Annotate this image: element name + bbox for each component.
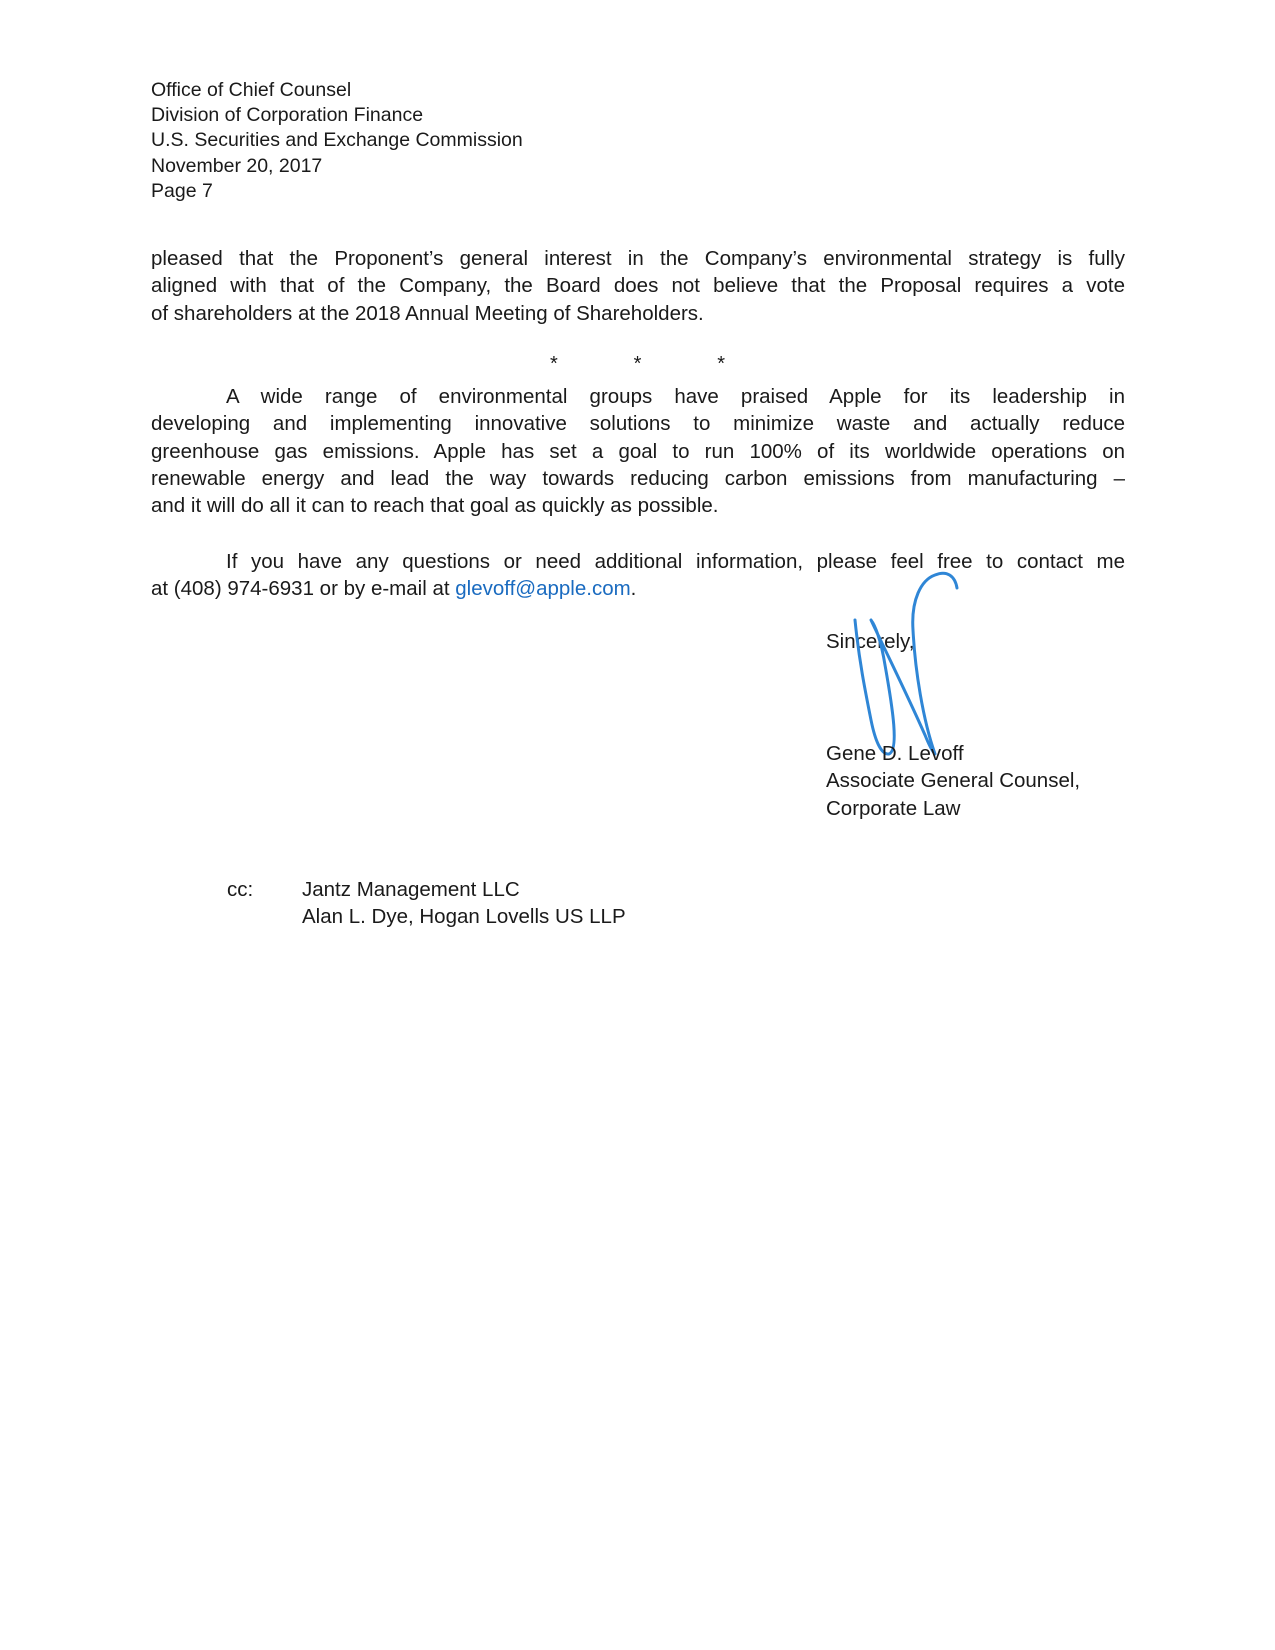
separator-star: *	[550, 353, 558, 375]
signer-title: Associate General Counsel,	[826, 769, 1081, 793]
email-link[interactable]: glevoff@apple.com	[455, 577, 631, 601]
paragraph-line: aligned with that of the Company, the Board does not believe that the Proposal requires a vote	[151, 274, 1125, 298]
cc-label: cc:	[227, 878, 254, 901]
closing-salutation: Sincerely,	[826, 630, 915, 653]
paragraph-board-position	[151, 245, 1125, 327]
contact-period: .	[630, 577, 637, 601]
cc-list	[227, 876, 626, 931]
header-commission: U.S. Securities and Exchange Commission	[151, 129, 523, 152]
paragraph-line: A wide range of environmental groups have praised Apple for its leadership in	[226, 385, 1125, 408]
header-division: Division of Corporation Finance	[151, 104, 424, 127]
separator-star: *	[633, 353, 642, 375]
cc-recipient: Jantz Management LLC	[302, 878, 520, 901]
separator-star: *	[717, 353, 725, 375]
signer-department: Corporate Law	[826, 796, 961, 820]
cc-row	[227, 903, 626, 930]
paragraph-line: If you have any questions or need additional information, please feel free to contact me	[226, 550, 1125, 573]
cc-label-spacer	[227, 903, 302, 930]
paragraph-line: and it will do all it can to reach that goal as quickly as possible.	[151, 494, 719, 518]
section-separator	[550, 354, 725, 374]
letter-header	[151, 78, 523, 204]
signer-block	[826, 740, 1080, 822]
paragraph-line: greenhouse gas emissions. Apple has set a goal to run 100% of its worldwide operations on	[151, 439, 1125, 463]
contact-phone-text: at (408) 974-6931 or by e-mail at	[151, 577, 456, 601]
paragraph-environmental	[151, 383, 1125, 519]
paragraph-line: renewable energy and lead the way towards reducing carbon emissions from manufacturing –	[151, 466, 1125, 490]
cc-row	[227, 876, 626, 903]
header-office: Office of Chief Counsel	[151, 79, 352, 101]
paragraph-line: of shareholders at the 2018 Annual Meeting of Shareholders.	[151, 301, 704, 325]
signer-name: Gene D. Levoff	[826, 742, 964, 765]
cc-recipient: Alan L. Dye, Hogan Lovells US LLP	[302, 905, 626, 929]
paragraph-line: developing and implementing innovative solutions to minimize waste and actually reduce	[151, 412, 1125, 436]
paragraph-line: pleased that the Proponent’s general interest in the Company’s environmental strategy is fully	[151, 247, 1125, 270]
header-date: November 20, 2017	[151, 154, 323, 177]
header-page-number: Page 7	[151, 179, 213, 202]
